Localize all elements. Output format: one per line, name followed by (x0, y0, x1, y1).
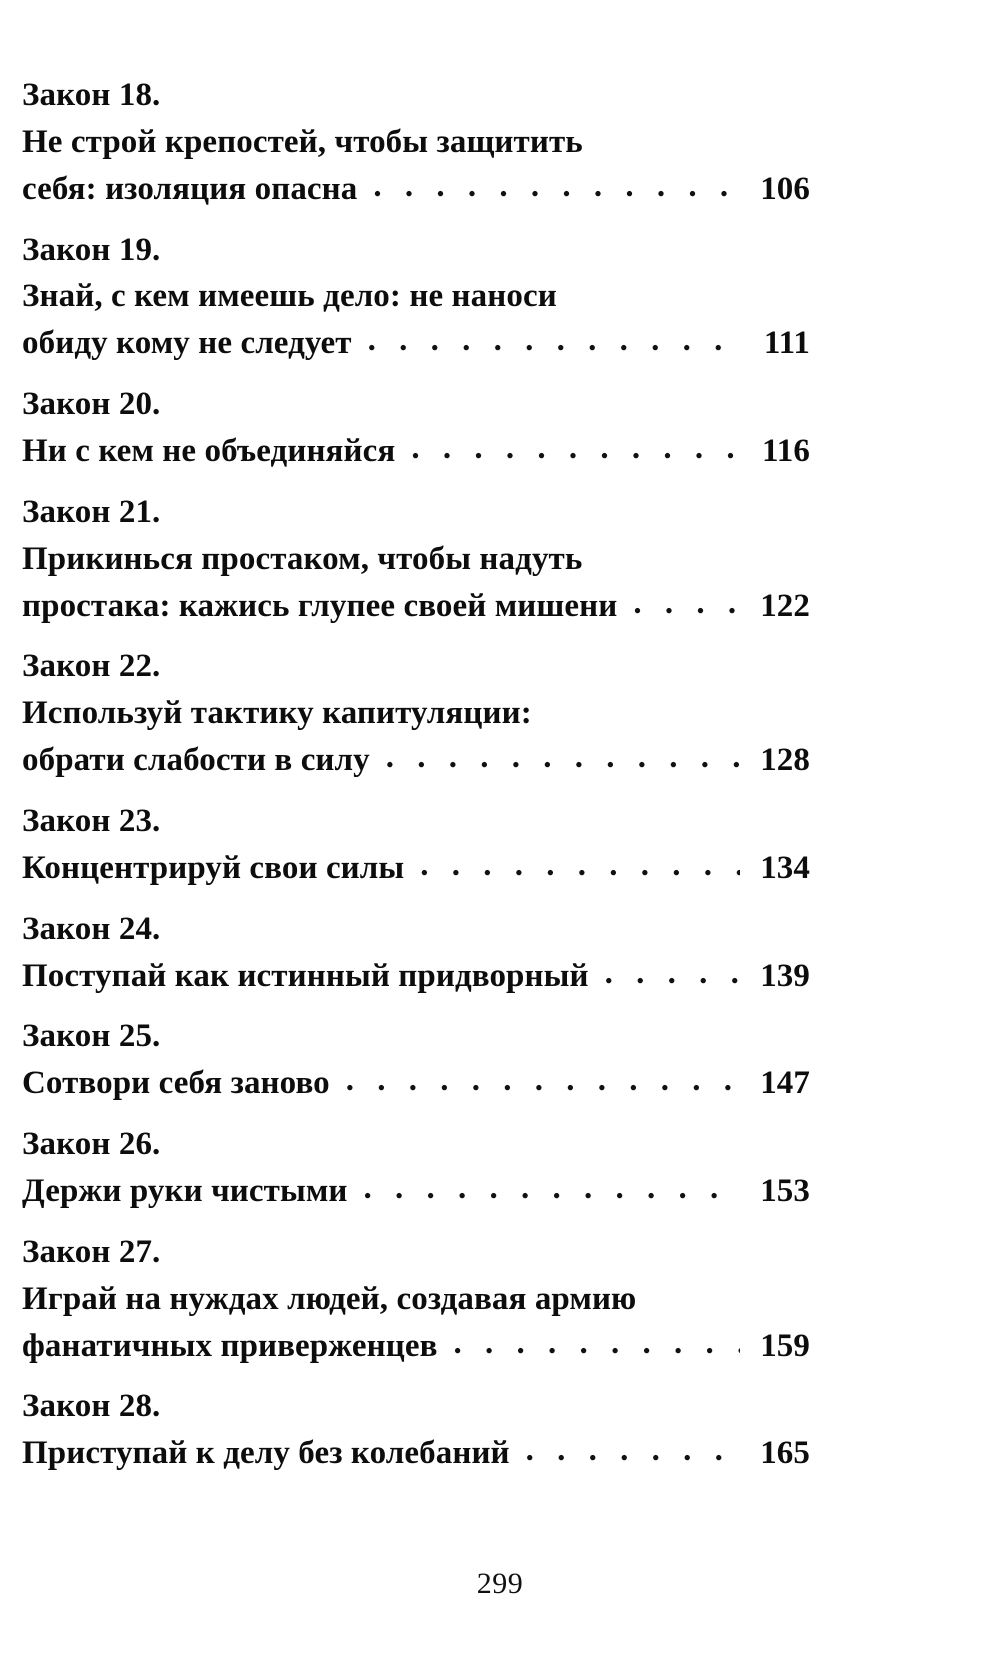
toc-entry-title (22, 536, 810, 630)
toc-entry-label: Закон 20. (22, 386, 161, 423)
table-of-contents (22, 72, 810, 1477)
toc-entry-title (22, 428, 810, 475)
toc-entry-title (22, 1060, 810, 1107)
toc-entry-label: Закон 26. (22, 1126, 161, 1163)
toc-entry-title-line: Приступай к делу без колебаний (22, 1435, 510, 1472)
toc-entry-lastline (22, 953, 810, 1000)
toc-entry-label: Закон 28. (22, 1388, 161, 1425)
toc-entry-title-line: Держи руки чистыми (22, 1173, 348, 1210)
toc-entry-title-line: обрати слабости в силу (22, 742, 370, 779)
toc-entry-page-number: 111 (763, 325, 810, 362)
toc-entry-title (22, 953, 810, 1000)
toc-entry-label: Закон 27. (22, 1233, 161, 1270)
toc-entry-lastline (22, 1430, 810, 1477)
toc-entry-page-number: 159 (760, 1327, 810, 1364)
toc-entry-title (22, 273, 810, 367)
toc-entry-lastline (22, 1168, 810, 1215)
toc-entry-page-number: 116 (762, 433, 810, 470)
toc-entry-lastline (22, 166, 810, 213)
toc-entry-label: Закон 22. (22, 648, 161, 685)
dot-leader (346, 1057, 740, 1104)
toc-entry-label: Закон 18. (22, 77, 161, 113)
toc-entry-page-number: 165 (760, 1435, 810, 1472)
toc-entry-title-line: Прикинься простаком, чтобы надуть (22, 540, 583, 577)
toc-entry-page-number: 128 (760, 742, 810, 779)
toc-entry-title (22, 845, 810, 892)
toc-entry-title (22, 1276, 810, 1370)
toc-entry-title-line: простака: кажись глупее своей мишени (22, 587, 618, 624)
toc-entry-label: Закон 25. (22, 1018, 161, 1055)
toc-entry-page-number: 147 (760, 1065, 810, 1102)
toc-entry[interactable] (22, 1121, 810, 1215)
toc-entry-title-line: Ни с кем не объединяйся (22, 433, 396, 470)
dot-leader (454, 1320, 741, 1367)
toc-entry-title-line: Играй на нуждах людей, создавая армию (22, 1280, 637, 1317)
dot-leader (386, 734, 740, 781)
toc-entry-title-line: Не строй крепостей, чтобы защитить (22, 123, 583, 160)
toc-entry-title-line: Используй тактику капитуляции: (22, 695, 532, 732)
toc-entry-title-line: Знай, с кем имеешь дело: не наноси (22, 278, 557, 315)
toc-entry[interactable] (22, 906, 810, 1000)
dot-leader (364, 1165, 740, 1212)
toc-entry[interactable] (22, 381, 810, 475)
toc-entry-page-number: 122 (760, 587, 810, 624)
toc-entry[interactable] (22, 72, 810, 213)
toc-entry-title-line: фанатичных приверженцев (22, 1327, 438, 1364)
toc-entry-label: Закон 19. (22, 231, 161, 268)
dot-leader (633, 580, 740, 627)
toc-entry[interactable] (22, 643, 810, 784)
toc-entry-title-line: Поступай как истинный придворный (22, 957, 589, 994)
toc-entry-title (22, 1168, 810, 1215)
toc-entry-page-number: 139 (760, 957, 810, 994)
dot-leader (420, 842, 740, 889)
page-number: 299 (476, 1567, 524, 1600)
toc-entry[interactable] (22, 1013, 810, 1107)
toc-entry-lastline (22, 320, 810, 367)
toc-entry-page-number: 153 (760, 1173, 810, 1210)
toc-entry[interactable] (22, 798, 810, 892)
toc-entry-title-line: Сотвори себя заново (22, 1065, 330, 1102)
dot-leader (368, 317, 740, 364)
toc-entry-label: Закон 23. (22, 803, 161, 840)
dot-leader (373, 163, 740, 210)
toc-entry-title-line: Концентрируй свои силы (22, 849, 405, 886)
dot-leader (411, 425, 740, 472)
toc-entry-lastline (22, 737, 810, 784)
toc-entry-title (22, 690, 810, 784)
toc-entry-page-number: 134 (760, 849, 810, 886)
toc-entry[interactable] (22, 1383, 810, 1477)
toc-entry-lastline (22, 1323, 810, 1370)
toc-entry[interactable] (22, 489, 810, 630)
toc-entry-title-line: себя: изоляция опасна (22, 170, 358, 207)
toc-entry-title (22, 1430, 810, 1477)
toc-entry-title (22, 119, 810, 213)
toc-entry-title-line: обиду кому не следует (22, 325, 352, 362)
toc-entry-label: Закон 24. (22, 910, 161, 947)
toc-entry-label: Закон 21. (22, 493, 161, 530)
dot-leader (605, 950, 740, 997)
toc-entry-lastline (22, 428, 810, 475)
toc-entry-lastline (22, 583, 810, 630)
toc-entry-lastline (22, 1060, 810, 1107)
toc-entry[interactable] (22, 1229, 810, 1370)
toc-entry-lastline (22, 845, 810, 892)
dot-leader (526, 1427, 740, 1474)
toc-entry-page-number: 106 (760, 170, 810, 207)
toc-entry[interactable] (22, 227, 810, 368)
